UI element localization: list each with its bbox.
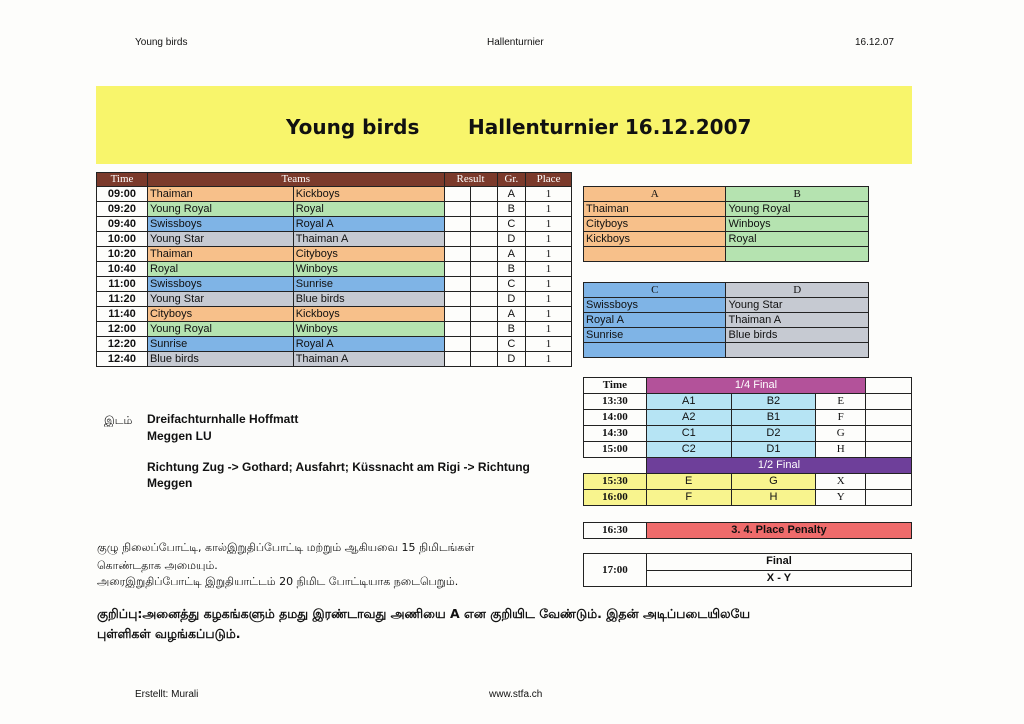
match-group: D xyxy=(497,292,526,307)
team-away: Sunrise xyxy=(293,277,444,292)
match-time: 09:00 xyxy=(97,187,148,202)
semi-time: 15:30 xyxy=(584,474,647,490)
result-home[interactable] xyxy=(444,292,471,307)
quarter-final-row xyxy=(584,410,912,426)
quarter-winner: F xyxy=(816,410,866,426)
match-time: 12:40 xyxy=(97,352,148,367)
semi-spacer xyxy=(584,458,647,474)
team-away: Winboys xyxy=(293,322,444,337)
third-place-label: 3. 4. Place Penalty xyxy=(646,523,911,539)
result-home[interactable] xyxy=(444,262,471,277)
header-center: Hallenturnier xyxy=(487,37,544,48)
group-c-team: Sunrise xyxy=(584,328,726,343)
semi-team-b: H xyxy=(731,490,816,506)
quarter-winner: E xyxy=(816,394,866,410)
group-c-team: Royal A xyxy=(584,313,726,328)
quarter-team-a: A1 xyxy=(646,394,731,410)
group-table-ab xyxy=(583,186,869,262)
third-place-table xyxy=(583,522,912,539)
quarter-final-row xyxy=(584,394,912,410)
team-away: Royal xyxy=(293,202,444,217)
schedule-row xyxy=(97,217,572,232)
quarter-final-row xyxy=(584,442,912,458)
group-c-team: Swissboys xyxy=(584,298,726,313)
col-teams: Teams xyxy=(147,173,444,187)
header-left: Young birds xyxy=(135,37,188,48)
banner-subtitle: Hallenturnier 16.12.2007 xyxy=(468,115,752,139)
match-place: 1 xyxy=(526,232,572,247)
semi-empty xyxy=(866,474,912,490)
venue-name: Dreifachturnhalle Hoffmatt xyxy=(147,412,299,426)
match-place: 1 xyxy=(526,262,572,277)
quarter-team-b: D2 xyxy=(731,426,816,442)
team-home: Cityboys xyxy=(147,307,293,322)
quarter-time: 13:30 xyxy=(584,394,647,410)
header-date: 16.12.07 xyxy=(855,37,894,48)
result-home[interactable] xyxy=(444,217,471,232)
team-away: Winboys xyxy=(293,262,444,277)
result-away[interactable] xyxy=(471,322,498,337)
quarter-team-b: D1 xyxy=(731,442,816,458)
venue-directions: Richtung Zug -> Gothard; Ausfahrt; Küssnacht am Rigi -> Richtung xyxy=(147,460,530,474)
finals-empty-cell xyxy=(866,378,912,394)
quarter-team-b: B1 xyxy=(731,410,816,426)
result-away[interactable] xyxy=(471,337,498,352)
match-group: C xyxy=(497,337,526,352)
match-group: A xyxy=(497,187,526,202)
quarter-team-b: B2 xyxy=(731,394,816,410)
team-home: Young Star xyxy=(147,292,293,307)
match-group: B xyxy=(497,202,526,217)
match-place: 1 xyxy=(526,352,572,367)
third-place-time: 16:30 xyxy=(584,523,647,539)
col-time: Time xyxy=(97,173,148,187)
quarter-winner: H xyxy=(816,442,866,458)
col-place: Place xyxy=(526,173,572,187)
match-group: C xyxy=(497,277,526,292)
semi-time: 16:00 xyxy=(584,490,647,506)
result-away[interactable] xyxy=(471,232,498,247)
match-time: 10:20 xyxy=(97,247,148,262)
team-away: Kickboys xyxy=(293,307,444,322)
result-home[interactable] xyxy=(444,307,471,322)
team-home: Young Royal xyxy=(147,322,293,337)
result-away[interactable] xyxy=(471,202,498,217)
schedule-row xyxy=(97,187,572,202)
final-table xyxy=(583,553,912,587)
schedule-table xyxy=(96,172,572,367)
schedule-row xyxy=(97,262,572,277)
quarter-time: 15:00 xyxy=(584,442,647,458)
semi-team-a: F xyxy=(646,490,731,506)
group-d-team: Blue birds xyxy=(726,328,869,343)
final-match: X - Y xyxy=(646,570,911,587)
footer-author: Erstellt: Murali xyxy=(135,689,199,700)
note-line: குழு நிலைப்போட்டி, கால்இறுதிப்போட்டி மற்றும் ஆகியவை 15 நிமிடங்கள் xyxy=(97,541,475,554)
match-time: 10:00 xyxy=(97,232,148,247)
group-a-team: Thaiman xyxy=(584,202,726,217)
result-away[interactable] xyxy=(471,217,498,232)
note-line: கொண்டதாக அமையும். xyxy=(97,559,218,572)
team-home: Swissboys xyxy=(147,217,293,232)
team-away: Royal A xyxy=(293,337,444,352)
team-away: Thaiman A xyxy=(293,352,444,367)
match-time: 09:20 xyxy=(97,202,148,217)
group-a-team: Cityboys xyxy=(584,217,726,232)
group-b-team: Winboys xyxy=(726,217,869,232)
team-away: Royal A xyxy=(293,217,444,232)
result-away[interactable] xyxy=(471,277,498,292)
semi-final-label: 1/2 Final xyxy=(646,458,911,474)
footer-website[interactable]: www.stfa.ch xyxy=(489,689,543,700)
match-place: 1 xyxy=(526,187,572,202)
result-away[interactable] xyxy=(471,292,498,307)
quarter-empty xyxy=(866,426,912,442)
result-home[interactable] xyxy=(444,202,471,217)
match-group: B xyxy=(497,262,526,277)
group-a-empty xyxy=(584,247,726,262)
quarter-time: 14:00 xyxy=(584,410,647,426)
quarter-final-row xyxy=(584,426,912,442)
team-home: Blue birds xyxy=(147,352,293,367)
match-group: B xyxy=(497,322,526,337)
result-home[interactable] xyxy=(444,247,471,262)
schedule-row xyxy=(97,307,572,322)
match-place: 1 xyxy=(526,247,572,262)
group-b-team: Young Royal xyxy=(726,202,869,217)
team-home: Young Star xyxy=(147,232,293,247)
quarter-team-a: C2 xyxy=(646,442,731,458)
group-d-team: Thaiman A xyxy=(726,313,869,328)
venue-label: இடம் xyxy=(104,414,133,427)
match-place: 1 xyxy=(526,202,572,217)
col-group: Gr. xyxy=(497,173,526,187)
result-away[interactable] xyxy=(471,262,498,277)
schedule-row xyxy=(97,337,572,352)
banner-title: Young birds xyxy=(286,115,420,139)
quarter-final-label: 1/4 Final xyxy=(646,378,865,394)
match-group: D xyxy=(497,232,526,247)
quarter-time: 14:30 xyxy=(584,426,647,442)
group-b-team: Royal xyxy=(726,232,869,247)
team-away: Cityboys xyxy=(293,247,444,262)
team-home: Thaiman xyxy=(147,247,293,262)
result-away[interactable] xyxy=(471,307,498,322)
group-b-empty xyxy=(726,247,869,262)
semi-final-row xyxy=(584,490,912,506)
team-away: Kickboys xyxy=(293,187,444,202)
semi-winner: Y xyxy=(816,490,866,506)
quarter-empty xyxy=(866,410,912,426)
team-away: Thaiman A xyxy=(293,232,444,247)
schedule-row xyxy=(97,202,572,217)
result-home[interactable] xyxy=(444,277,471,292)
schedule-row xyxy=(97,232,572,247)
title-banner xyxy=(96,86,912,164)
schedule-row xyxy=(97,277,572,292)
team-home: Young Royal xyxy=(147,202,293,217)
match-place: 1 xyxy=(526,322,572,337)
schedule-row xyxy=(97,352,572,367)
semi-team-a: E xyxy=(646,474,731,490)
quarter-team-a: A2 xyxy=(646,410,731,426)
final-time: 17:00 xyxy=(584,554,647,587)
match-time: 09:40 xyxy=(97,217,148,232)
match-group: C xyxy=(497,217,526,232)
schedule-row xyxy=(97,247,572,262)
match-time: 11:40 xyxy=(97,307,148,322)
venue-directions-cont: Meggen xyxy=(147,476,193,490)
group-b-header: B xyxy=(726,187,869,202)
group-a-team: Kickboys xyxy=(584,232,726,247)
match-group: D xyxy=(497,352,526,367)
match-place: 1 xyxy=(526,277,572,292)
result-home[interactable] xyxy=(444,337,471,352)
team-home: Sunrise xyxy=(147,337,293,352)
match-time: 10:40 xyxy=(97,262,148,277)
match-time: 11:00 xyxy=(97,277,148,292)
result-home[interactable] xyxy=(444,187,471,202)
match-place: 1 xyxy=(526,292,572,307)
match-time: 11:20 xyxy=(97,292,148,307)
schedule-header-row xyxy=(97,173,572,187)
match-group: A xyxy=(497,247,526,262)
result-away[interactable] xyxy=(471,247,498,262)
group-table-cd xyxy=(583,282,869,358)
col-result: Result xyxy=(444,173,497,187)
result-home[interactable] xyxy=(444,322,471,337)
semi-empty xyxy=(866,490,912,506)
result-home[interactable] xyxy=(444,232,471,247)
team-away: Blue birds xyxy=(293,292,444,307)
group-c-header: C xyxy=(584,283,726,298)
note-line: அரைஇறுதிப்போட்டி இறுதியாட்டம் 20 நிமிட போட்டியாக நடைபெறும். xyxy=(97,575,459,588)
team-home: Royal xyxy=(147,262,293,277)
match-time: 12:20 xyxy=(97,337,148,352)
remark-line: புள்ளிகள் வழங்கப்படும். xyxy=(97,626,241,641)
match-place: 1 xyxy=(526,307,572,322)
group-c-empty xyxy=(584,343,726,358)
team-home: Swissboys xyxy=(147,277,293,292)
schedule-row xyxy=(97,322,572,337)
group-a-header: A xyxy=(584,187,726,202)
result-away[interactable] xyxy=(471,352,498,367)
schedule-row xyxy=(97,292,572,307)
semi-team-b: G xyxy=(731,474,816,490)
match-place: 1 xyxy=(526,337,572,352)
group-d-empty xyxy=(726,343,869,358)
quarter-team-a: C1 xyxy=(646,426,731,442)
group-d-team: Young Star xyxy=(726,298,869,313)
remark-line: குறிப்பு:அனைத்து கழகங்களும் தமது இரண்டாவது அணியை A என குறியிட வேண்டும். இதன் அடிப்படையிலயே xyxy=(97,606,751,621)
semi-final-row xyxy=(584,474,912,490)
finals-table xyxy=(583,377,912,506)
match-group: A xyxy=(497,307,526,322)
match-time: 12:00 xyxy=(97,322,148,337)
finals-time-header: Time xyxy=(584,378,647,394)
quarter-empty xyxy=(866,442,912,458)
team-home: Thaiman xyxy=(147,187,293,202)
final-label: Final xyxy=(646,554,911,571)
match-place: 1 xyxy=(526,217,572,232)
venue-city: Meggen LU xyxy=(147,429,212,443)
semi-winner: X xyxy=(816,474,866,490)
quarter-winner: G xyxy=(816,426,866,442)
result-home[interactable] xyxy=(444,352,471,367)
result-away[interactable] xyxy=(471,187,498,202)
group-d-header: D xyxy=(726,283,869,298)
quarter-empty xyxy=(866,394,912,410)
